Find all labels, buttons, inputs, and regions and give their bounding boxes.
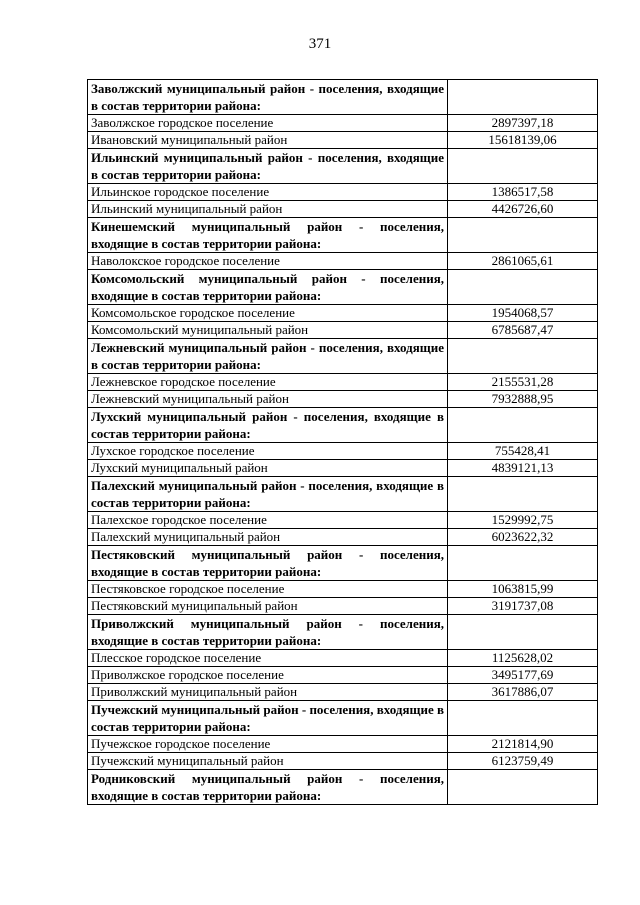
district-heading: Заволжский муниципальный район - поселения, входящие в состав территории района: bbox=[88, 80, 448, 115]
amount-cell bbox=[448, 770, 598, 805]
settlement-name: Ивановский муниципальный район bbox=[88, 132, 448, 149]
district-heading: Лухский муниципальный район - поселения, входящие в состав территории района: bbox=[88, 408, 448, 443]
settlement-name: Комсомольское городское поселение bbox=[88, 305, 448, 322]
page-number: 371 bbox=[308, 36, 332, 52]
amount-cell: 1529992,75 bbox=[448, 512, 598, 529]
allocation-table bbox=[87, 79, 598, 805]
amount-cell: 1386517,58 bbox=[448, 184, 598, 201]
amount-cell bbox=[448, 270, 598, 305]
district-header-row bbox=[88, 80, 598, 115]
table-row bbox=[88, 598, 598, 615]
amount-cell bbox=[448, 408, 598, 443]
amount-cell bbox=[448, 80, 598, 115]
district-header-row bbox=[88, 477, 598, 512]
amount-cell: 6123759,49 bbox=[448, 753, 598, 770]
district-heading: Кинешемский муниципальный район - поселения, входящие в состав территории района: bbox=[88, 218, 448, 253]
table-row bbox=[88, 512, 598, 529]
district-header-row bbox=[88, 546, 598, 581]
settlement-name: Плесское городское поселение bbox=[88, 650, 448, 667]
settlement-name: Лежневский муниципальный район bbox=[88, 391, 448, 408]
table-row bbox=[88, 132, 598, 149]
amount-cell: 2897397,18 bbox=[448, 115, 598, 132]
settlement-name: Палехский муниципальный район bbox=[88, 529, 448, 546]
amount-cell: 3191737,08 bbox=[448, 598, 598, 615]
settlement-name: Пучежский муниципальный район bbox=[88, 753, 448, 770]
settlement-name: Заволжское городское поселение bbox=[88, 115, 448, 132]
district-header-row bbox=[88, 339, 598, 374]
settlement-name: Ильинский муниципальный район bbox=[88, 201, 448, 218]
district-header-row bbox=[88, 218, 598, 253]
district-heading: Пестяковский муниципальный район - поселения, входящие в состав территории района: bbox=[88, 546, 448, 581]
settlement-name: Пестяковское городское поселение bbox=[88, 581, 448, 598]
table-row bbox=[88, 201, 598, 218]
district-header-row bbox=[88, 770, 598, 805]
district-header-row bbox=[88, 408, 598, 443]
settlement-name: Палехское городское поселение bbox=[88, 512, 448, 529]
district-heading: Ильинский муниципальный район - поселения, входящие в состав территории района: bbox=[88, 149, 448, 184]
amount-cell: 755428,41 bbox=[448, 443, 598, 460]
district-header-row bbox=[88, 615, 598, 650]
amount-cell: 1954068,57 bbox=[448, 305, 598, 322]
amount-cell: 2155531,28 bbox=[448, 374, 598, 391]
settlement-name: Лухское городское поселение bbox=[88, 443, 448, 460]
amount-cell: 4426726,60 bbox=[448, 201, 598, 218]
district-heading: Палехский муниципальный район - поселения, входящие в состав территории района: bbox=[88, 477, 448, 512]
district-heading: Комсомольский муниципальный район - поселения, входящие в состав территории района: bbox=[88, 270, 448, 305]
amount-cell: 3495177,69 bbox=[448, 667, 598, 684]
settlement-name: Пучежское городское поселение bbox=[88, 736, 448, 753]
amount-cell bbox=[448, 546, 598, 581]
table-row bbox=[88, 753, 598, 770]
table-row bbox=[88, 115, 598, 132]
amount-cell bbox=[448, 218, 598, 253]
settlement-name: Приволжское городское поселение bbox=[88, 667, 448, 684]
settlement-name: Ильинское городское поселение bbox=[88, 184, 448, 201]
district-heading: Приволжский муниципальный район - поселения, входящие в состав территории района: bbox=[88, 615, 448, 650]
amount-cell bbox=[448, 701, 598, 736]
table-row bbox=[88, 684, 598, 701]
amount-cell: 2861065,61 bbox=[448, 253, 598, 270]
table-row bbox=[88, 184, 598, 201]
district-header-row bbox=[88, 149, 598, 184]
settlement-name: Наволокское городское поселение bbox=[88, 253, 448, 270]
table-body bbox=[88, 80, 598, 805]
table-row bbox=[88, 253, 598, 270]
amount-cell: 4839121,13 bbox=[448, 460, 598, 477]
amount-cell bbox=[448, 615, 598, 650]
amount-cell: 15618139,06 bbox=[448, 132, 598, 149]
amount-cell: 3617886,07 bbox=[448, 684, 598, 701]
district-heading: Пучежский муниципальный район - поселения, входящие в состав территории района: bbox=[88, 701, 448, 736]
table-row bbox=[88, 460, 598, 477]
table-row bbox=[88, 322, 598, 339]
amount-cell: 1063815,99 bbox=[448, 581, 598, 598]
table-row bbox=[88, 667, 598, 684]
table-row bbox=[88, 305, 598, 322]
amount-cell: 6023622,32 bbox=[448, 529, 598, 546]
amount-cell: 7932888,95 bbox=[448, 391, 598, 408]
district-header-row bbox=[88, 701, 598, 736]
table-row bbox=[88, 374, 598, 391]
table-row bbox=[88, 391, 598, 408]
district-heading: Лежневский муниципальный район - поселения, входящие в состав территории района: bbox=[88, 339, 448, 374]
amount-cell bbox=[448, 339, 598, 374]
amount-cell: 1125628,02 bbox=[448, 650, 598, 667]
district-heading: Родниковский муниципальный район - поселения, входящие в состав территории района: bbox=[88, 770, 448, 805]
table-row bbox=[88, 650, 598, 667]
table-row bbox=[88, 529, 598, 546]
amount-cell bbox=[448, 477, 598, 512]
settlement-name: Лежневское городское поселение bbox=[88, 374, 448, 391]
table-row bbox=[88, 443, 598, 460]
amount-cell: 6785687,47 bbox=[448, 322, 598, 339]
settlement-name: Лухский муниципальный район bbox=[88, 460, 448, 477]
district-header-row bbox=[88, 270, 598, 305]
amount-cell: 2121814,90 bbox=[448, 736, 598, 753]
table-row bbox=[88, 581, 598, 598]
settlement-name: Комсомольский муниципальный район bbox=[88, 322, 448, 339]
settlement-name: Пестяковский муниципальный район bbox=[88, 598, 448, 615]
settlement-name: Приволжский муниципальный район bbox=[88, 684, 448, 701]
amount-cell bbox=[448, 149, 598, 184]
table-row bbox=[88, 736, 598, 753]
